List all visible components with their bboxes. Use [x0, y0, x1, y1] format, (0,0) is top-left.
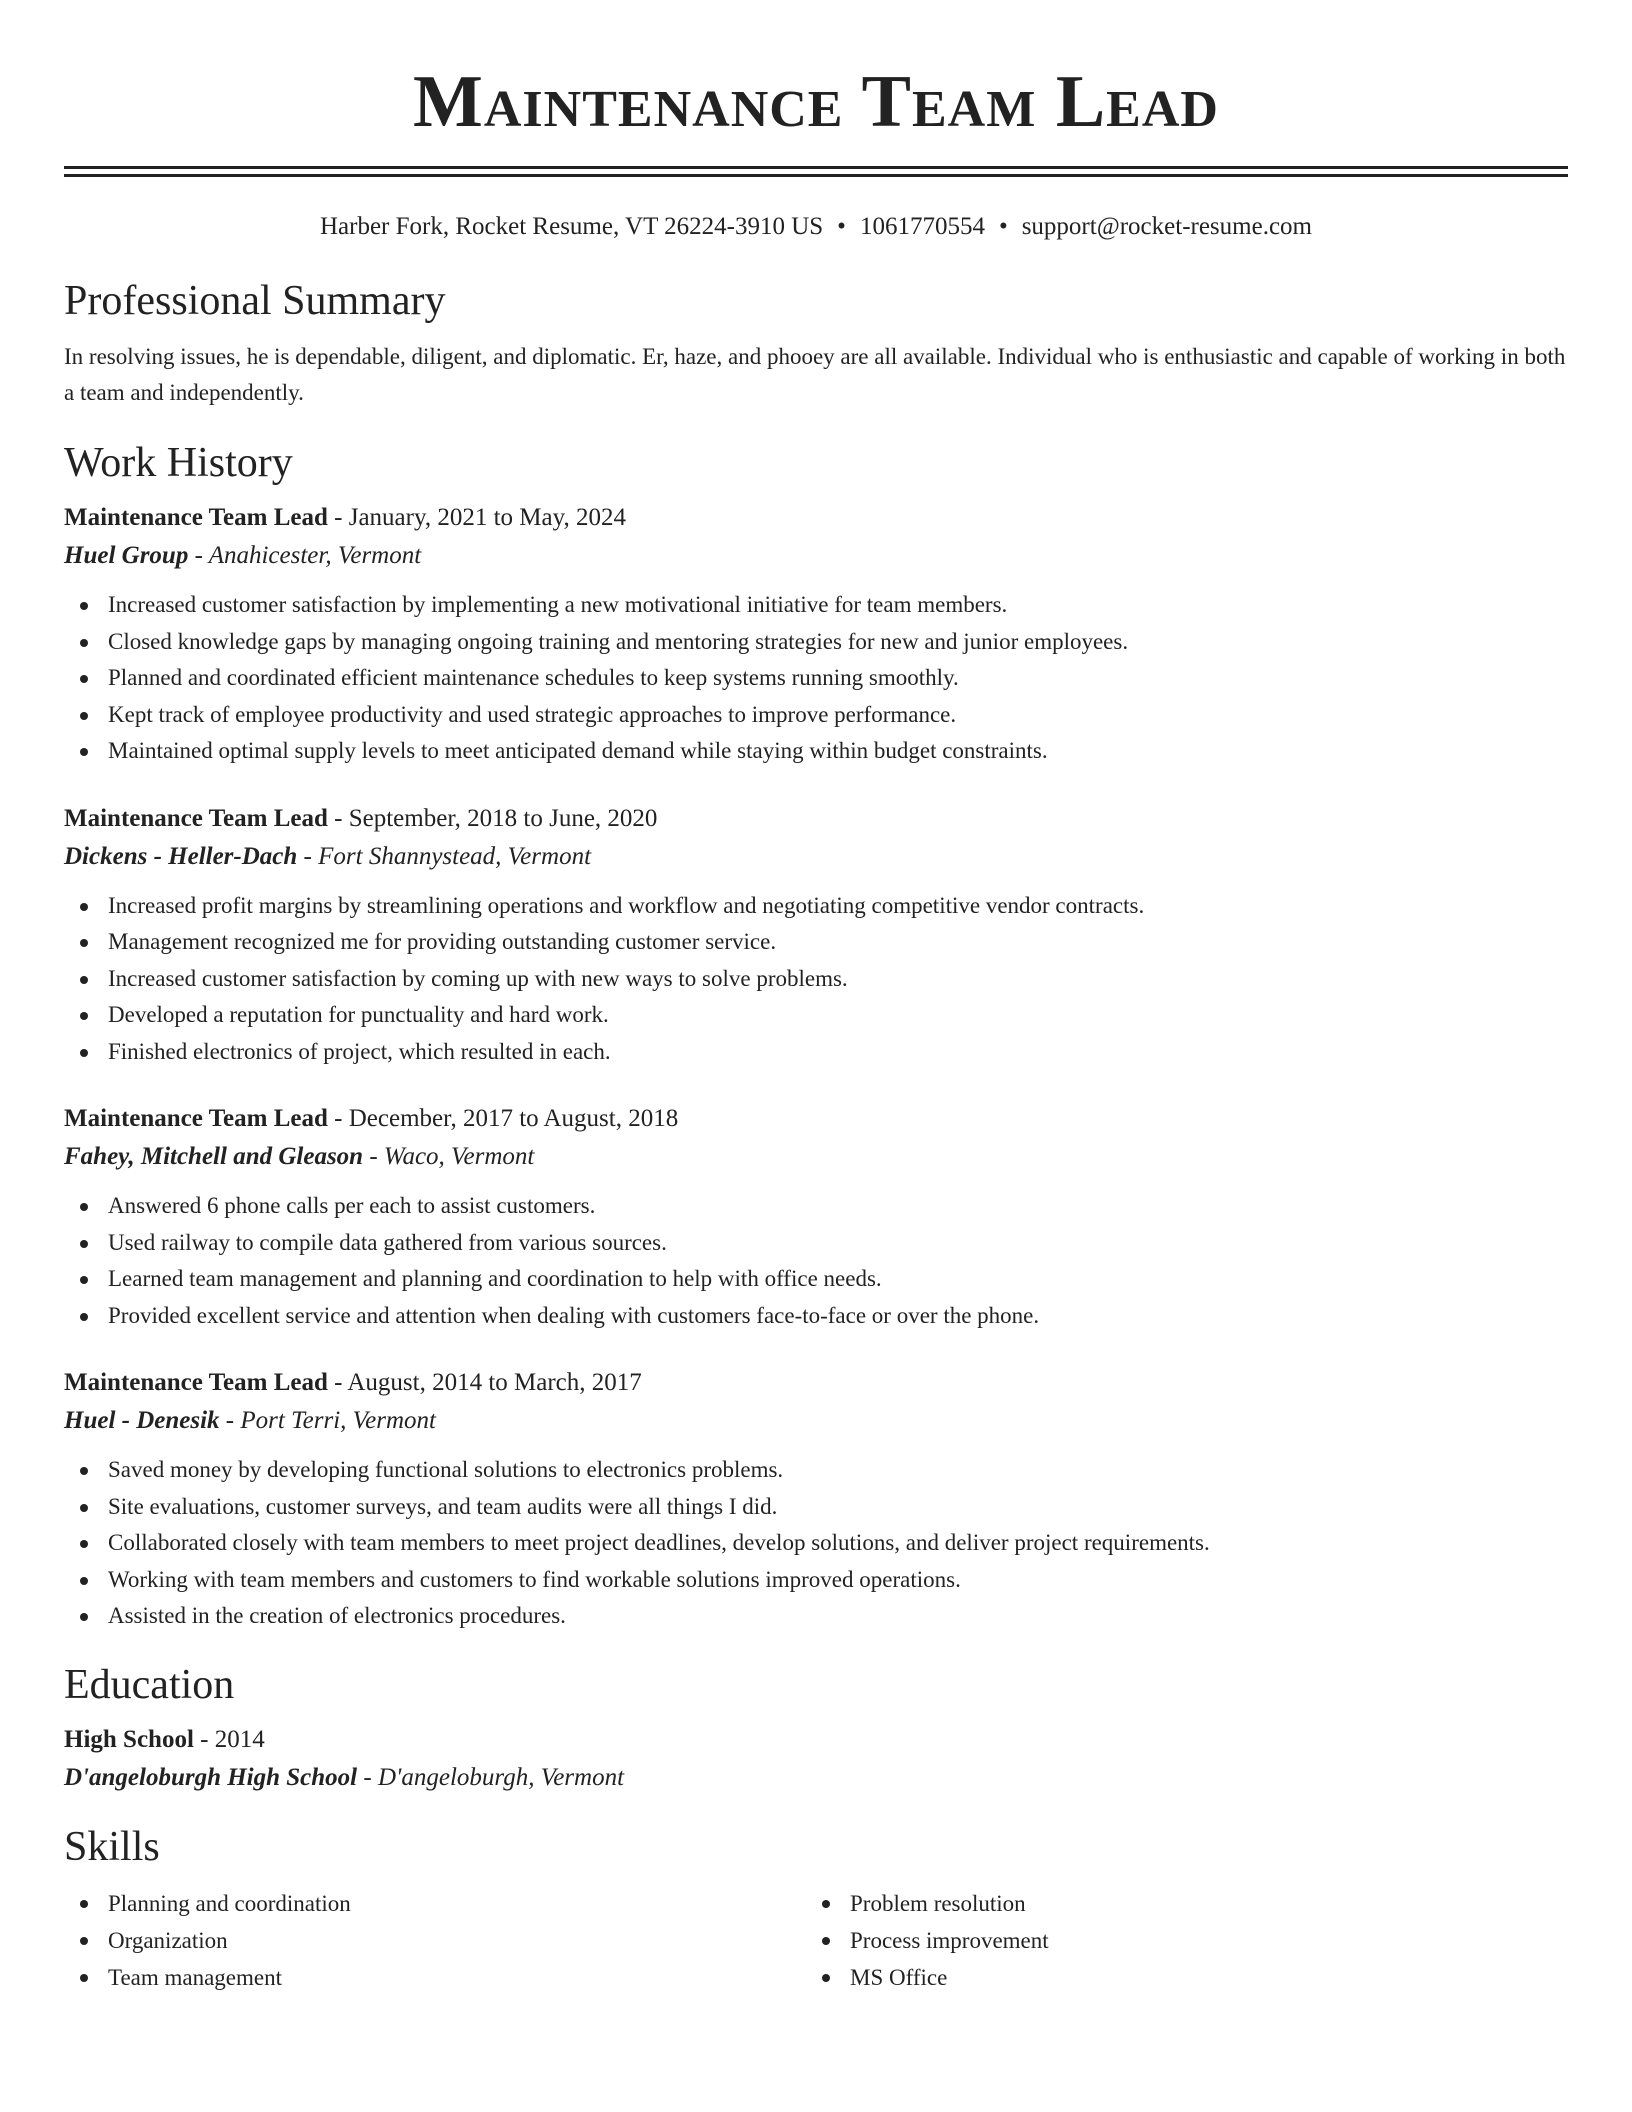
job-location: - Port Terri, Vermont: [219, 1407, 437, 1434]
contact-address: Harber Fork, Rocket Resume, VT 26224-3910 US: [319, 213, 824, 240]
skills-list-left: [64, 1885, 806, 1996]
job-bullet-list: [64, 1188, 1568, 1334]
summary-heading: Professional Summary: [64, 278, 446, 324]
job-dates: - August, 2014 to March, 2017: [327, 1369, 642, 1396]
job-entry: [64, 499, 1568, 770]
list-item: Kept track of employee productivity and used strategic approaches to improve performance.: [64, 697, 1568, 734]
job-location: - Waco, Vermont: [363, 1143, 535, 1170]
job-title-line: [64, 1100, 1568, 1138]
contact-phone: 1061770554: [859, 213, 985, 240]
job-dates: - September, 2018 to June, 2020: [327, 804, 658, 832]
list-item: Used railway to compile data gathered from various sources.: [64, 1225, 1568, 1262]
education-entry: [64, 1721, 1568, 1797]
job-company: Fahey, Mitchell and Gleason: [64, 1143, 364, 1170]
contact-email: support@rocket-resume.com: [1021, 213, 1312, 240]
job-title-line: [64, 499, 1568, 537]
skills-heading: Skills: [64, 1823, 160, 1870]
list-item: Provided excellent service and attention when dealing with customers face-to-face or over the phone.: [64, 1298, 1568, 1335]
list-item: Site evaluations, customer surveys, and team audits were all things I did.: [64, 1489, 1568, 1526]
contact-line: [64, 211, 1568, 243]
list-item: Increased customer satisfaction by coming up with new ways to solve problems.: [64, 961, 1568, 998]
contact-separator: •: [998, 213, 1008, 240]
job-company: Huel Group: [64, 542, 189, 569]
contact-separator: •: [837, 213, 846, 240]
list-item: Answered 6 phone calls per each to assist customers.: [64, 1188, 1568, 1225]
job-company: Dickens - Heller-Dach: [64, 842, 298, 870]
education-school: D'angeloburgh High School: [64, 1763, 358, 1791]
job-bullet-list: [64, 587, 1568, 770]
job-title-line: [64, 1364, 1568, 1402]
list-item: Saved money by developing functional solutions to electronics problems.: [64, 1452, 1568, 1489]
education-degree: High School: [64, 1725, 194, 1753]
list-item: Increased customer satisfaction by implementing a new motivational initiative for team members.: [64, 587, 1568, 624]
list-item: Management recognized me for providing outstanding customer service.: [64, 924, 1568, 961]
skills-columns: [64, 1885, 1568, 1996]
title-double-rule: [64, 166, 1568, 177]
education-school-line: [64, 1759, 1568, 1797]
list-item: Developed a reputation for punctuality and hard work.: [64, 997, 1568, 1034]
job-dates: - December, 2017 to August, 2018: [327, 1105, 679, 1132]
list-item: Collaborated closely with team members to meet project deadlines, develop solutions, and deliver project requirements.: [64, 1525, 1568, 1562]
job-entry: [64, 1100, 1568, 1334]
skill-item: Planning and coordination: [64, 1885, 806, 1922]
job-role: Maintenance Team Lead: [64, 504, 328, 531]
job-role: Maintenance Team Lead: [64, 804, 328, 832]
job-bullet-list: [64, 1452, 1568, 1635]
job-location: - Fort Shannystead, Vermont: [297, 842, 592, 870]
list-item: Assisted in the creation of electronics procedures.: [64, 1598, 1568, 1635]
job-entry: [64, 1364, 1568, 1635]
job-dates: - January, 2021 to May, 2024: [327, 504, 627, 531]
education-year: - 2014: [193, 1725, 265, 1753]
job-entry: [64, 800, 1568, 1071]
work-history-heading: Work History: [64, 440, 293, 486]
skill-item: Process improvement: [806, 1922, 1548, 1959]
resume-title: Maintenance Team Lead: [413, 61, 1219, 143]
education-degree-line: [64, 1721, 1568, 1759]
education-heading: Education: [64, 1661, 235, 1708]
skill-item: Organization: [64, 1922, 806, 1959]
job-company-line: [64, 537, 1568, 575]
education-location: - D'angeloburgh, Vermont: [357, 1763, 625, 1791]
skill-item: Team management: [64, 1959, 806, 1996]
skill-item: Problem resolution: [806, 1885, 1548, 1922]
job-company-line: [64, 1402, 1568, 1440]
job-location: - Anahicester, Vermont: [188, 542, 422, 569]
list-item: Maintained optimal supply levels to meet anticipated demand while staying within budget constraints.: [64, 733, 1568, 770]
list-item: Planned and coordinated efficient maintenance schedules to keep systems running smoothly.: [64, 660, 1568, 697]
job-company: Huel - Denesik: [64, 1407, 220, 1434]
list-item: Working with team members and customers to find workable solutions improved operations.: [64, 1562, 1568, 1599]
list-item: Closed knowledge gaps by managing ongoing training and mentoring strategies for new and junior employees.: [64, 624, 1568, 661]
list-item: Increased profit margins by streamlining operations and workflow and negotiating competitive vendor contracts.: [64, 888, 1568, 925]
job-company-line: [64, 838, 1568, 876]
job-company-line: [64, 1138, 1568, 1176]
job-bullet-list: [64, 888, 1568, 1071]
job-title-line: [64, 800, 1568, 838]
job-role: Maintenance Team Lead: [64, 1105, 328, 1132]
skill-item: MS Office: [806, 1959, 1548, 1996]
list-item: Finished electronics of project, which resulted in each.: [64, 1034, 1568, 1071]
summary-text: In resolving issues, he is dependable, diligent, and diplomatic. Er, haze, and phooey are all available. Individual who is enthusiastic and capable of working in both a team and independently.: [64, 344, 1566, 405]
job-role: Maintenance Team Lead: [64, 1369, 328, 1396]
list-item: Learned team management and planning and coordination to help with office needs.: [64, 1261, 1568, 1298]
skills-list-right: [806, 1885, 1548, 1996]
